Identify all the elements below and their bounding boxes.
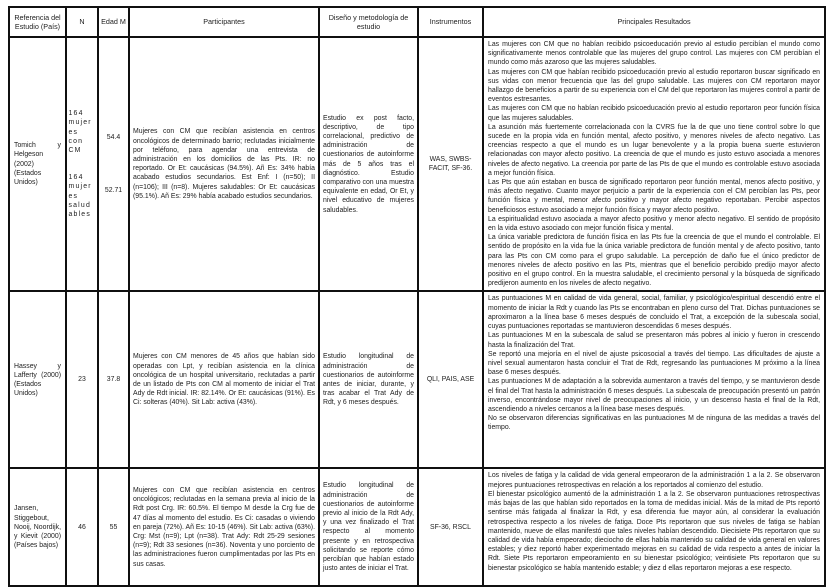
- result-paragraph: La espiritualidad estuvo asociada a mayor afecto positivo y menor afecto negativo. El sentido de propósito en la vida estuvo asociado con mejor función física y mental.: [488, 215, 820, 233]
- study-n: [66, 37, 98, 291]
- study-participants: Mujeres con CM que recibían asistencia en centros oncológicos de determinado barrio; reclutadas inicialmente por teléfono, para agendar una entrevista de administración en los domicilios de las Pts. IR: no reportado. Or Et: caucásicas (94.5%). Añ Es: 34% había acabado estudios secundarios. Est Enf: I (n=50); II (n=106); III (n=8). Mujeres saludables: Or Et: caucásicas (95.1%). Añ Es: 29% había acabado estudios secundarios.: [129, 37, 319, 291]
- study-age-m: 55: [98, 468, 129, 586]
- study-results: [483, 468, 825, 586]
- study-age-m: [98, 37, 129, 291]
- table-header-row: [9, 7, 825, 37]
- n-group-cm: 164 mujeres con CM: [68, 110, 92, 155]
- result-paragraph: La asunción más fuertemente correlacionada con la CVRS fue la de que uno tiene control sobre lo que sucede en la propia vida en función mental, afecto positivo, y menores niveles de afecto negativo. Las creencias respecto a que el mundo es un lugar benevolente y a la propia buena suerte estuvieron relacionadas con mayor afecto positivo. La creencia de que el mundo es justo estuvo asociada a menores niveles de afecto negativo. La creencia por parte de las Pts de que el mundo es controlable estuvo asociada a mejor función física.: [488, 123, 820, 177]
- study-instruments: QLI, PAIS, ASE: [418, 291, 483, 468]
- study-results: [483, 291, 825, 468]
- study-reference: Jansen, Stiggebout, Nooij, Noordijk, y Kievit (2000) (Países bajos): [9, 468, 66, 586]
- document-page: [8, 6, 826, 587]
- n-group-healthy: 164 mujeres saludables: [68, 174, 92, 219]
- result-paragraph: Las mujeres con CM que habían recibido psicoeducación previo al estudio reportaron buscar significado en sus vidas con menor frecuencia que las del grupo saludable. Las mujeres con CM reportaron mayor hallazgo de beneficios a partir de su experiencia con el CM del que reportaron las mujeres control a partir de eventos estresantes.: [488, 68, 820, 104]
- study-n: 46: [66, 468, 98, 586]
- table-row-hassey-lafferty: [9, 291, 825, 468]
- age-m-cm: 54.4: [106, 134, 121, 142]
- result-paragraph: Las puntuaciones M en la subescala de salud se presentaron más pobres al inicio y fueron in crescendo hasta la finalización del Trat.: [488, 332, 820, 349]
- study-design: Estudio longitudinal de administración de cuestionarios de autoinforme antes de iniciar, durante, y tras acabar el Trat Ady de Rdt, y 6 meses después.: [319, 291, 418, 468]
- table-row-tomich-helgeson: [9, 37, 825, 291]
- result-paragraph: Las Pts que aún estaban en busca de significado reportaron peor función mental, menos afecto positivo, y más afecto negativo. Cuanto mayor perjuicio a partir de la experiencia con el CM percibían las Pts, peor función física y mental, menor afecto positivo y mayor afecto negativo reportaban. Percibir aspectos beneficiosos estuvo asociado a mejor función física y mayor afecto positivo.: [488, 179, 820, 214]
- header-results: Principales Resultados: [483, 7, 825, 37]
- header-age: Edad M: [98, 7, 129, 37]
- study-reference: Hassey y Lafferty (2000) (Estados Unidos): [9, 291, 66, 468]
- age-m-healthy: 52.71: [104, 187, 123, 195]
- result-paragraph: La única variable predictora de función física en las Pts fue la creencia de que el mundo el controlable. El sentido de propósito en la vida fue la única variable predictora de función mental y de afecto positivo, tanto para las Pts con CM como para el grupo saludable. La percepción de daño fue el único predictor de menores niveles de afecto positivo en las Pts, mientras que el beneficio percibido predijo mayor afecto positivo en el grupo control. En la muestra saludable, el crecimiento personal y la búsqueda de significado predijeron aumento en los niveles de afecto negativo.: [488, 234, 820, 288]
- study-age-m: 37.8: [98, 291, 129, 468]
- result-paragraph: Las mujeres con CM que no habían recibido psicoeducación previo al estudio reportaron peor función física que las mujeres saludables.: [488, 105, 820, 122]
- studies-review-table: [8, 6, 826, 587]
- study-instruments: WAS, SWBS-FACIT, SF-36.: [418, 37, 483, 291]
- header-instruments: Instrumentos: [418, 7, 483, 37]
- study-participants: Mujeres con CM menores de 45 años que habían sido operadas con Lpt, y recibían asistencia en la clínica oncológica de un hospital universitario, reclutadas a partir de un listado de Pts con CM al momento de iniciar el Trat Ady de Rdt inicial. IR: 82.14%. Or Et: caucásicas (91%). Es Ci: solteras (40%). Sit Lab: activa (43%).: [129, 291, 319, 468]
- result-paragraph: Se reportó una mejoría en el nivel de ajuste psicosocial a través del tiempo. Las dificultades de ajuste a nivel sexual aumentaron hasta concluir el Trat de Rdt, regresando las puntuaciones M próximo a la línea base 6 meses después.: [488, 350, 820, 377]
- result-paragraph: Las mujeres con CM que no habían recibido psicoeducación previo al estudio percibían el mundo como significativamente menos controlable que las mujeres del grupo control. Las mujeres con CM percibían el mundo como más azaroso que las mujeres saludables.: [488, 41, 820, 67]
- result-paragraph: Los niveles de fatiga y la calidad de vida general empeoraron de la administración 1 a la 2. Se observaron mejores puntuaciones retrospectivas en relación a los reportados al comienzo del estudio.: [488, 472, 820, 489]
- study-reference: Tomich y Helgeson (2002) (Estados Unidos): [9, 37, 66, 291]
- result-paragraph: Las puntuaciones M de adaptación a la sobrevida aumentaron a través del tiempo, y se mantuvieron desde el final del Trat hasta la administración 6 meses después. La subescala de preocupación presentó un patrón inverso, encontrándose mayor nivel de preocupaciones al inicio, y un descenso hasta el final de la Rdt, ascendiendo a niveles cercanos a la línea base meses después.: [488, 378, 820, 413]
- study-n: 23: [66, 291, 98, 468]
- study-design: Estudio longitudinal de administración de cuestionarios de autoinforme previo al inicio de la Rdt Ady, y una vez finalizado el Trat respecto al momento presente y en retrospectiva solicitando se reporte cómo percibían que habían estado justo antes de iniciar el Trat.: [319, 468, 418, 586]
- study-results: [483, 37, 825, 291]
- table-row-jansen-et-al: [9, 468, 825, 586]
- study-design: Estudio ex post facto, descriptivo, de tipo correlacional, predictivo de administración de cuestionarios de autoinforme más de 5 años tras el diagnóstico. Estudio comparativo con una muestra equivalente en edad, Or Et, y nivel educativo de mujeres saludables.: [319, 37, 418, 291]
- result-paragraph: Las puntuaciones M en calidad de vida general, social, familiar, y psicológico/espiritual descendió entre el momento de iniciar la Rdt y cuando las Pts se encontraban en pleno curso del Trat. Dichas puntuaciones se aproximaron a la línea base 6 meses después de concluido el Trat, a excepción de la subescala social, cuyas puntuaciones reportadas se mantuvieron descendidas 6 meses después.: [488, 295, 820, 331]
- header-reference: Referencia del Estudio (País): [9, 7, 66, 37]
- header-n: N: [66, 7, 98, 37]
- result-paragraph: El bienestar psicológico aumentó de la administración 1 a la 2. Se observaron puntuaciones retrospectivas más bajas de las que habían sido reportados en la toma de medidas inicial. Más de la mitad de Pts reportó sentirse más fatigada al finalizar la Rdt, y esa diferencia fue mayor aún, al considerar la evaluación retrospectiva respecto a los niveles de fatiga. Doce Pts reportaron que sus niveles de fatiga se habían mantenido, nueve de ellas manifestó que tales niveles habían descendido. Diecisiete Pts reportaron que su calidad de vida había empeorado; dieciocho de ellas había mantenido su calidad de vida general en valores estables; y diez reportó haber experimentado mejoras en su calidad de vida respecto a antes de iniciar la Rdt. Siete Pts reportaron empeoramiento en su bienestar psicológico; veintisiete Pts reportaron que su bienestar psicológico se había mantenido estable; y diez d ellas reportaron mejoras a ese respecto.: [488, 490, 820, 572]
- header-design: Diseño y metodología de estudio: [319, 7, 418, 37]
- study-instruments: SF-36, RSCL: [418, 468, 483, 586]
- study-participants: Mujeres con CM que recibían asistencia en centros oncológicos; reclutadas en la semana previa al inicio de la Rdt post Crg. IR: 60.5%. El tiempo M desde la Crg fue de 47 días al momento del estudio. Es Ci: casadas o viviendo en pareja (72%). Añ Es: 10-15 (46%). Sit Lab: activa (63%). Crg: Mst (n=9); Lpt (n=38). Trat Ady: Rdt 25-29 sesiones (n=9); Rdt 33 sesiones (n=36). Noventa y uno porciento de las administraciones fueron cumplimentadas por las Pts en sus casas.: [129, 468, 319, 586]
- result-paragraph: No se observaron diferencias significativas en las puntuaciones M de ninguna de las medidas a través del tiempo.: [488, 415, 820, 432]
- header-participants: Participantes: [129, 7, 319, 37]
